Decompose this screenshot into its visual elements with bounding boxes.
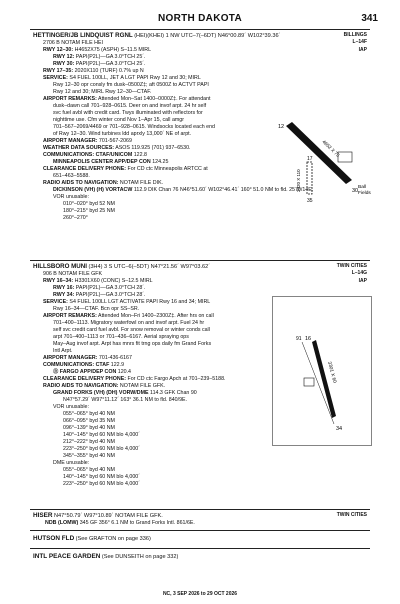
cross-reference: (See GRAFTON on page 336) (75, 536, 151, 542)
detail-text: PAPI(P2L)—GA 3.0°TCH 28´. (74, 285, 146, 292)
detail-label: AIRPORT REMARKS: (43, 96, 97, 103)
navaid-entry-hiser (33, 512, 367, 527)
airport-name: HETTINGER/JB LINDQUIST RGNL (33, 32, 133, 39)
runway-dims-12-30: 4652 X 75 (320, 139, 340, 159)
detail-text: VOR unusable: (53, 404, 89, 411)
detail-text: VOR unusable: (53, 194, 89, 201)
detail-label: RWY 16: (53, 285, 75, 292)
detail-label: RWY 17–35: (43, 68, 74, 75)
detail-text: 701-567-2069 (97, 138, 132, 145)
detail-text: 124.25 (150, 159, 169, 166)
cross-reference: (See DUNSEITH on page 332) (101, 554, 179, 560)
detail-text: S4 FUEL 100LL LGT ACTIVATE PAPI Rwy 16 and 34; MIRL (67, 299, 211, 306)
divider (30, 29, 370, 30)
airport-name: HUTSON FLD (33, 535, 75, 542)
detail-line (33, 467, 367, 474)
detail-text: 345°–355° byd 40 NM (63, 452, 115, 459)
runway-dims-17-35: 2020 X 110 (296, 169, 301, 192)
detail-label: COMMUNICATIONS: CTAF (43, 362, 110, 369)
detail-line (33, 103, 367, 110)
page-header (0, 12, 400, 26)
navaid-name: HISER (33, 512, 53, 519)
detail-text: N47°57.29´ W97°11.12´ 163° 36.1 NM to fld. 840/9E. (63, 397, 188, 404)
detail-line (33, 453, 367, 460)
airport-diagram-hettinger (272, 112, 372, 202)
detail-text: nighttime use. Cfm winter cond Nov 1–Apr 15, call amgr (53, 117, 185, 124)
region-label: TWIN CITIES (336, 263, 367, 269)
detail-text: 010°–020° byd 52 NM (63, 201, 115, 208)
detail-line (33, 446, 367, 453)
detail-text: 701–400–1113. Migratory waterfowl on and invof arpt. Fuel 24 hr (53, 320, 205, 327)
detail-line (33, 96, 367, 103)
iap-label: IAP (358, 277, 367, 284)
detail-text: 701–567–2069/4469 or 701–928–0615. Windsocks located each end (53, 124, 215, 131)
page-number: 341 (361, 13, 378, 24)
detail-line (33, 278, 367, 285)
detail-text: Attended Mon–Sat 1400–0000Z‡. For attendant (96, 96, 211, 103)
detail-label: COMMUNICATIONS: CTAF/UNICOM (43, 152, 133, 159)
chart-label: L–14F (352, 39, 367, 46)
airport-name: HILLSBORO MUNI (33, 263, 87, 270)
building (304, 378, 314, 386)
detail-text: 066°–095° byd 35 NM (63, 418, 115, 425)
detail-label: RWY 16–34: (43, 278, 74, 285)
detail-line (33, 271, 367, 278)
detail-label: MINNEAPOLIS CENTER APP/DEP CON (53, 159, 151, 166)
detail-text: 651–463–5588. (53, 173, 90, 180)
detail-text: H4652X75 (ASPH) S–11.5 MIRL (73, 47, 152, 54)
detail-text: H3301X60 (CONC) S–12.5 MIRL (73, 278, 153, 285)
airport-name: INTL PEACE GARDEN (33, 553, 101, 560)
detail-text: 122.8 (132, 152, 147, 159)
airport-diagram-hillsboro (272, 296, 372, 446)
detail-text: 140°–145° byd 60 NM blo 4,000´ (63, 432, 140, 439)
navaid-type: NDB (LOMW) (45, 520, 79, 527)
detail-text: 2706 B NOTAM FILE HEI (43, 40, 103, 47)
elevation-label: 91 (296, 336, 302, 342)
ball-fields-label: Ball (358, 185, 366, 190)
detail-line (33, 47, 367, 54)
detail-label: AIRPORT REMARKS: (43, 313, 97, 320)
divider (30, 509, 370, 510)
runway-17-35 (307, 162, 312, 194)
detail-text: Attended Mon–Fri 1400–2300Z‡. After hrs on call (96, 313, 214, 320)
detail-text: PAPI(P2L)—GA 3.0°TCH 25´. (74, 54, 146, 61)
navaid-location: N47°50.79´ W97°10.89´ NOTAM FILE GFK. (54, 513, 163, 519)
airport-entry-hutson (33, 535, 367, 543)
chart-label: L–14G (351, 270, 367, 277)
detail-text: 2020X110 (TURF) 0.7% up N (73, 68, 144, 75)
detail-text: 120.4 (116, 369, 132, 376)
detail-label: RWY 34: (53, 292, 75, 299)
detail-text: 140°–145° byd 60 NM blo 4,000´ (63, 473, 140, 480)
building (338, 152, 352, 162)
airport-location: (HEI)(KHEI) 1 NW UTC–7(–6DT) N46°00.89´ W102°39.36´ (134, 33, 281, 39)
detail-label: GRAND FORKS (VH) (DH) VORW/DME (53, 390, 149, 397)
runway-end-35: 35 (307, 198, 313, 202)
navaid-details: 345 GF 356° 6.1 NM to Grand Forks Intl. 861/6E. (78, 520, 195, 527)
detail-line (33, 285, 367, 292)
runway-end-12: 12 (278, 124, 285, 130)
airport-header (33, 263, 367, 271)
detail-line (33, 68, 367, 75)
detail-text: 096°–139° byd 40 NM (63, 425, 115, 432)
detail-text: 055°–065° byd 40 NM (63, 466, 115, 473)
divider (30, 548, 370, 549)
state-title: NORTH DAKOTA (158, 13, 242, 24)
detail-line (33, 82, 367, 89)
detail-text: self svc credit card fuel avbl. For snow removal or winter conds call (53, 327, 210, 334)
detail-text: 055°–065° byd 40 NM (63, 411, 115, 418)
detail-text: arpt 701–400–1113 or 701–436–6167. Aerial spraying ops (53, 334, 189, 341)
detail-label: SERVICE: (43, 299, 68, 306)
detail-text: 212°–222° byd 40 NM (63, 439, 115, 445)
region-label: TWIN CITIES (336, 512, 367, 518)
detail-text: For CD ctc Minneapolis ARTCC at (126, 166, 208, 173)
divider (30, 260, 370, 261)
runway-end-34: 34 (336, 426, 343, 432)
detail-text: Intl Arpt. (53, 348, 73, 355)
detail-label: AIRPORT MANAGER: (43, 355, 98, 362)
detail-text: NOTAM FILE DIK. (118, 180, 164, 187)
detail-line (33, 208, 367, 215)
detail-line (33, 61, 367, 68)
detail-text: Rwy 12–30 opr consly fm dusk–0500Z‡; aft 0500Z to ACTVT PAPI (53, 82, 209, 89)
detail-label: WEATHER DATA SOURCES: (43, 145, 115, 152)
detail-text: 701-436-6167 (97, 355, 132, 362)
detail-text: S4 FUEL 100LL, JET A LGT PAPI Rwy 12 and 30; MIRL (67, 75, 201, 82)
detail-text: svc fuel avbl with credit card. Twys illuminated with reflectors for (53, 110, 203, 117)
runway-dims: 3301 X 60 (326, 361, 337, 384)
detail-label: DICKINSON (VH) (H) VORTACW (53, 187, 133, 194)
divider (30, 530, 370, 531)
detail-text: PAPI(P2L)—GA 3.0°TCH 28´. (74, 292, 146, 299)
runway-end-16: 16 (305, 336, 312, 342)
detail-text: dusk–dawn call 701–928–0615. Deer on and invof arpt. 24 hr self (53, 103, 207, 110)
runway-end-17: 17 (307, 156, 313, 162)
detail-text: of Rwy 12–30. Wind turbines ldd aprxly 13,000´ NE of arpt. (53, 131, 192, 138)
runway-end-30: 30 (352, 188, 359, 194)
detail-line (33, 54, 367, 61)
detail-text: 906 B NOTAM FILE GFK (43, 271, 103, 278)
detail-label: RWY 30: (53, 61, 75, 68)
detail-line (33, 89, 367, 96)
detail-line (33, 460, 367, 467)
region-label: BILLINGS (343, 32, 367, 38)
detail-label: RADIO AIDS TO NAVIGATION: (43, 383, 119, 390)
iap-label: IAP (358, 46, 367, 53)
detail-line (33, 474, 367, 481)
detail-label: CLEARANCE DELIVERY PHONE: (43, 166, 126, 173)
detail-text: 223°–250° byd 60 NM blo 4,000´ (63, 480, 140, 487)
detail-line (33, 75, 367, 82)
airport-header (33, 32, 367, 40)
page-footer: NC, 3 SEP 2026 to 29 OCT 2026 (162, 591, 238, 597)
detail-label: RADIO AIDS TO NAVIGATION: (43, 180, 119, 187)
detail-line (33, 40, 367, 47)
detail-text: Rwy 12 and 30; MIRL Rwy 12–30—CTAF. (53, 89, 152, 96)
detail-text: May–Aug invof arpt. Arpt has mnrs fit trng ops daily fm Grand Forks (53, 341, 212, 348)
region-labels (344, 32, 367, 54)
detail-text: 180°–215° byd 25 NM (63, 208, 115, 214)
region-labels (337, 263, 367, 285)
detail-label: SERVICE: (43, 75, 68, 82)
airport-entry-intl-peace-garden (33, 553, 367, 561)
detail-text: DME unusable: (53, 459, 90, 466)
detail-line (33, 481, 367, 488)
detail-text: 260°–270° (63, 214, 88, 221)
detail-label: Ⓡ FARGO APP/DEP CON (53, 369, 117, 376)
detail-text: 112.9 DIK Chan 76 N46°51.60´ W102°46.41´ 160° 51.0 NM to fld. 2570/14E. (132, 187, 314, 194)
detail-text: 114.3 GFK Chan 90 (148, 390, 197, 397)
detail-label: CLEARANCE DELIVERY PHONE: (43, 376, 126, 383)
detail-text: NOTAM FILE GFK. (118, 383, 166, 390)
detail-text: 223°–250° byd 60 NM blo 4,000´ (63, 445, 140, 452)
detail-label: AIRPORT MANAGER: (43, 138, 98, 145)
ball-fields-label: Fields (358, 191, 371, 196)
detail-line (33, 201, 367, 208)
detail-line (33, 215, 367, 222)
detail-text: PAPI(P2L)—GA 3.0°TCH 25´. (74, 61, 146, 68)
detail-label: RWY 12: (53, 54, 75, 61)
airport-location: (3H4) 3 S UTC–6(–5DT) N47°21.56´ W97°03.62´ (88, 264, 211, 270)
detail-text: ASOS 119.925 (701) 937–6530. (114, 145, 191, 152)
detail-label: RWY 12–30: (43, 47, 74, 54)
detail-text: For CD ctc Fargo Apch at 701–239–5188. (126, 376, 226, 383)
detail-text: Rwy 16–34—CTAF. Bcn opr SS–SR. (53, 306, 140, 313)
detail-text: 122.9 (109, 362, 125, 369)
